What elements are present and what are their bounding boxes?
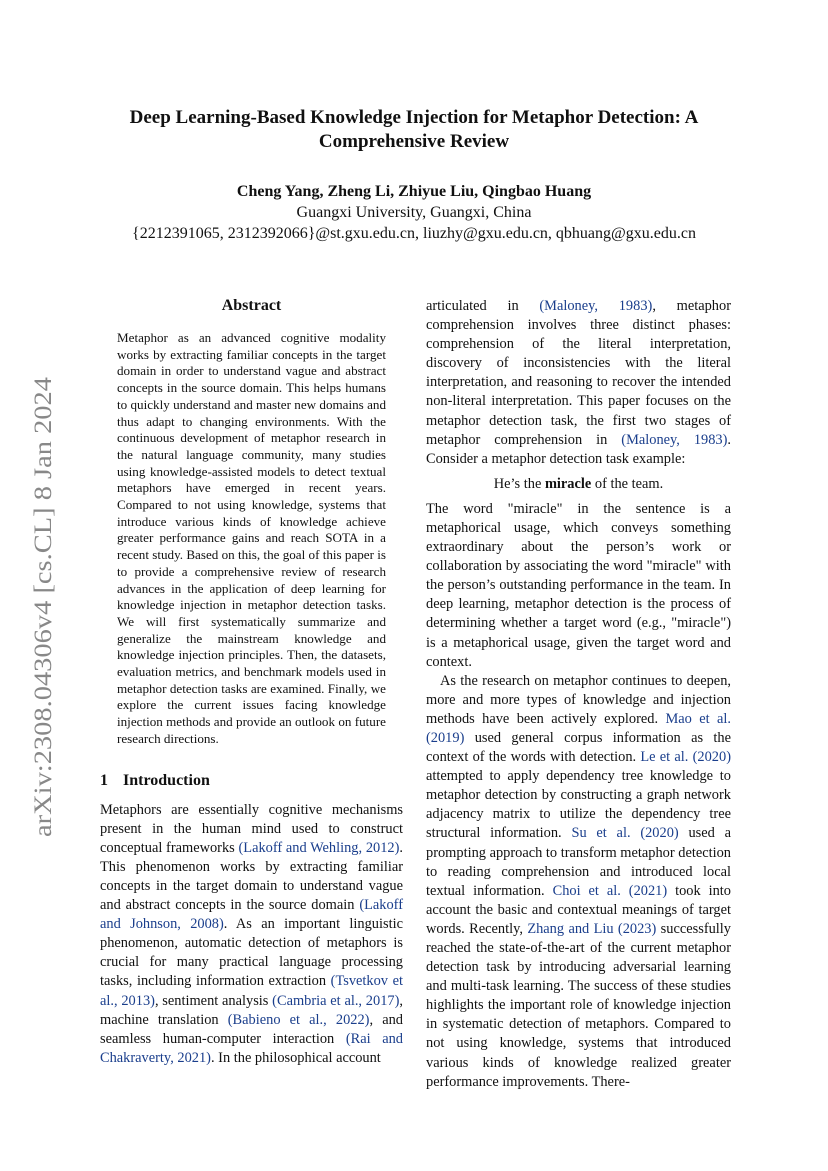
text-run: used general corpus information as the context of the words with detection. <box>426 729 731 766</box>
paper-title-line-2: Comprehensive Review <box>318 131 510 152</box>
citation-link[interactable]: (Maloney, 1983) <box>621 431 728 448</box>
text-run: . In the philosophical account <box>210 1049 381 1066</box>
text-run: . Consider a metaphor detection task example: <box>426 431 732 467</box>
author-affiliation: Guangxi University, Guangxi, China <box>296 204 532 221</box>
author-names: Cheng Yang, Zheng Li, Zhiyue Liu, Qingbao Huang <box>236 183 592 200</box>
text-run: attempted to apply dependency tree knowledge to metaphor detection by constructing a graph network adjacency matrix to utilize the dependency tree structural information. <box>426 768 731 842</box>
intro-paragraph-3 <box>426 672 731 1092</box>
example-target-word: miracle <box>544 475 592 492</box>
citation-link[interactable]: Su et al. (2020) <box>571 825 679 842</box>
text-run: , metaphor comprehension involves three distinct phases: comprehension of the literal interpretation, discovery of inconsistencies with the literal interpretation, and reasoning to recover the intended non-literal interpretation. This paper focuses on the metaphor detection task, the first two stages of metaphor comprehension in <box>426 298 731 448</box>
text-run: . As an important linguistic phenomenon, automatic detection of metaphors is crucial for many practical language processing tasks, including information extraction <box>100 916 403 990</box>
intro-paragraph-1 <box>100 801 403 1068</box>
text-run: took into account the basic and contextual meanings of target words. Recently, <box>426 882 731 937</box>
citation-link[interactable]: (Lakoff and Wehling, 2012) <box>238 839 400 856</box>
arxiv-identifier-stamp <box>16 377 64 837</box>
author-emails: {2212391065, 2312392066}@st.gxu.edu.cn, liuzhy@gxu.edu.cn, qbhuang@gxu.edu.cn <box>132 225 696 242</box>
text-run: of the team. <box>591 475 664 492</box>
citation-link[interactable]: (Maloney, 1983) <box>539 298 653 314</box>
citation-link[interactable]: (Cambria et al., 2017) <box>272 992 400 1009</box>
text-run: , sentiment analysis <box>154 992 273 1009</box>
author-block <box>95 181 733 244</box>
text-run: articulated in <box>426 298 540 314</box>
abstract-heading: Abstract <box>221 297 282 314</box>
text-run: , and seamless human-computer interaction <box>100 1011 403 1047</box>
citation-link[interactable]: (Tsvetkov et al., 2013) <box>100 973 403 1009</box>
citation-link[interactable]: Le et al. (2020) <box>640 749 731 766</box>
citation-link[interactable]: Choi et al. (2021) <box>552 882 668 899</box>
text-run: . This phenomenon works by extracting familiar concepts in the target domain to understand vague and abstract concepts in the source domain <box>100 839 403 914</box>
citation-link[interactable]: (Lakoff and Johnson, 2008) <box>100 897 403 933</box>
section-heading-introduction <box>100 771 403 791</box>
citation-link[interactable]: Zhang and Liu (2023) <box>527 920 657 937</box>
intro-paragraph-1-continued <box>426 297 731 469</box>
section-title: Introduction <box>123 771 210 789</box>
right-column <box>426 297 731 1092</box>
example-sentence <box>426 475 731 494</box>
text-run: Metaphors are essentially cognitive mechanisms present in the human mind used to construct conceptual frameworks <box>100 801 403 856</box>
left-column <box>100 296 403 1068</box>
text-run: He’s the <box>493 475 545 492</box>
citation-link[interactable]: Mao et al. (2019) <box>426 710 731 746</box>
intro-paragraph-2: The word "miracle" in the sentence is a metaphorical usage, which conveys something extraordinary about the person’s work or collaboration by associating the word "miracle" with the person’s outstanding performance in the team. In deep learning, metaphor detection is the process of determining whether a target word (e.g., "miracle") is a metaphorical usage, given the target word and context. <box>426 500 731 670</box>
abstract-text: Metaphor as an advanced cognitive modality works by extracting familiar concepts in the target domain in order to understand vague and abstract concepts in the source domain. This helps humans to quickly understand and master new domains and thus adapt to changing environments. With the continuous development of metaphor research in the natural language community, many studies using knowledge-assisted models to detect textual metaphors have emerged in recent years. Compared to not using knowledge, systems that introduce various kinds of knowledge achieve greater performance gains and reach SOTA in a recent study. Based on this, the goal of this paper is to provide a comprehensive review of research advances in the application of deep learning for knowledge injection in metaphor detection tasks. We will first systematically summarize and generalize the mainstream knowledge and knowledge injection principles. Then, the datasets, evaluation metrics, and benchmark models used in metaphor detection tasks are examined. Finally, we explore the current issues facing knowledge injection methods and provide an outlook on future research directions. <box>117 330 386 746</box>
section-number: 1 <box>100 771 108 789</box>
citation-link[interactable]: (Babieno et al., 2022) <box>227 1011 370 1028</box>
text-run: As the research on metaphor continues to deepen, more and more types of knowledge and injection methods have been actively explored. <box>426 672 731 727</box>
citation-link[interactable]: (Rai and Chakraverty, 2021) <box>100 1030 403 1066</box>
paper-title-line-1: Deep Learning-Based Knowledge Injection for Metaphor Detection: A <box>129 107 699 128</box>
text-run: successfully reached the state-of-the-art of the current metaphor detection task by introducing adversarial learning and multi-task learning. The success of these studies highlights the important role of knowledge injection in systematic detection of metaphors. Compared to not using knowledge, systems that introduced various kinds of knowledge realized greater performance improvements. There- <box>426 920 731 1090</box>
paper-title <box>95 106 733 154</box>
text-run: , machine translation <box>100 992 403 1028</box>
arxiv-identifier-text: arXiv:2308.04306v4 [cs.CL] 8 Jan 2024 <box>28 424 57 837</box>
text-run: used a prompting approach to transform metaphor detection to reading comprehension and introduced local textual information. <box>426 825 731 899</box>
